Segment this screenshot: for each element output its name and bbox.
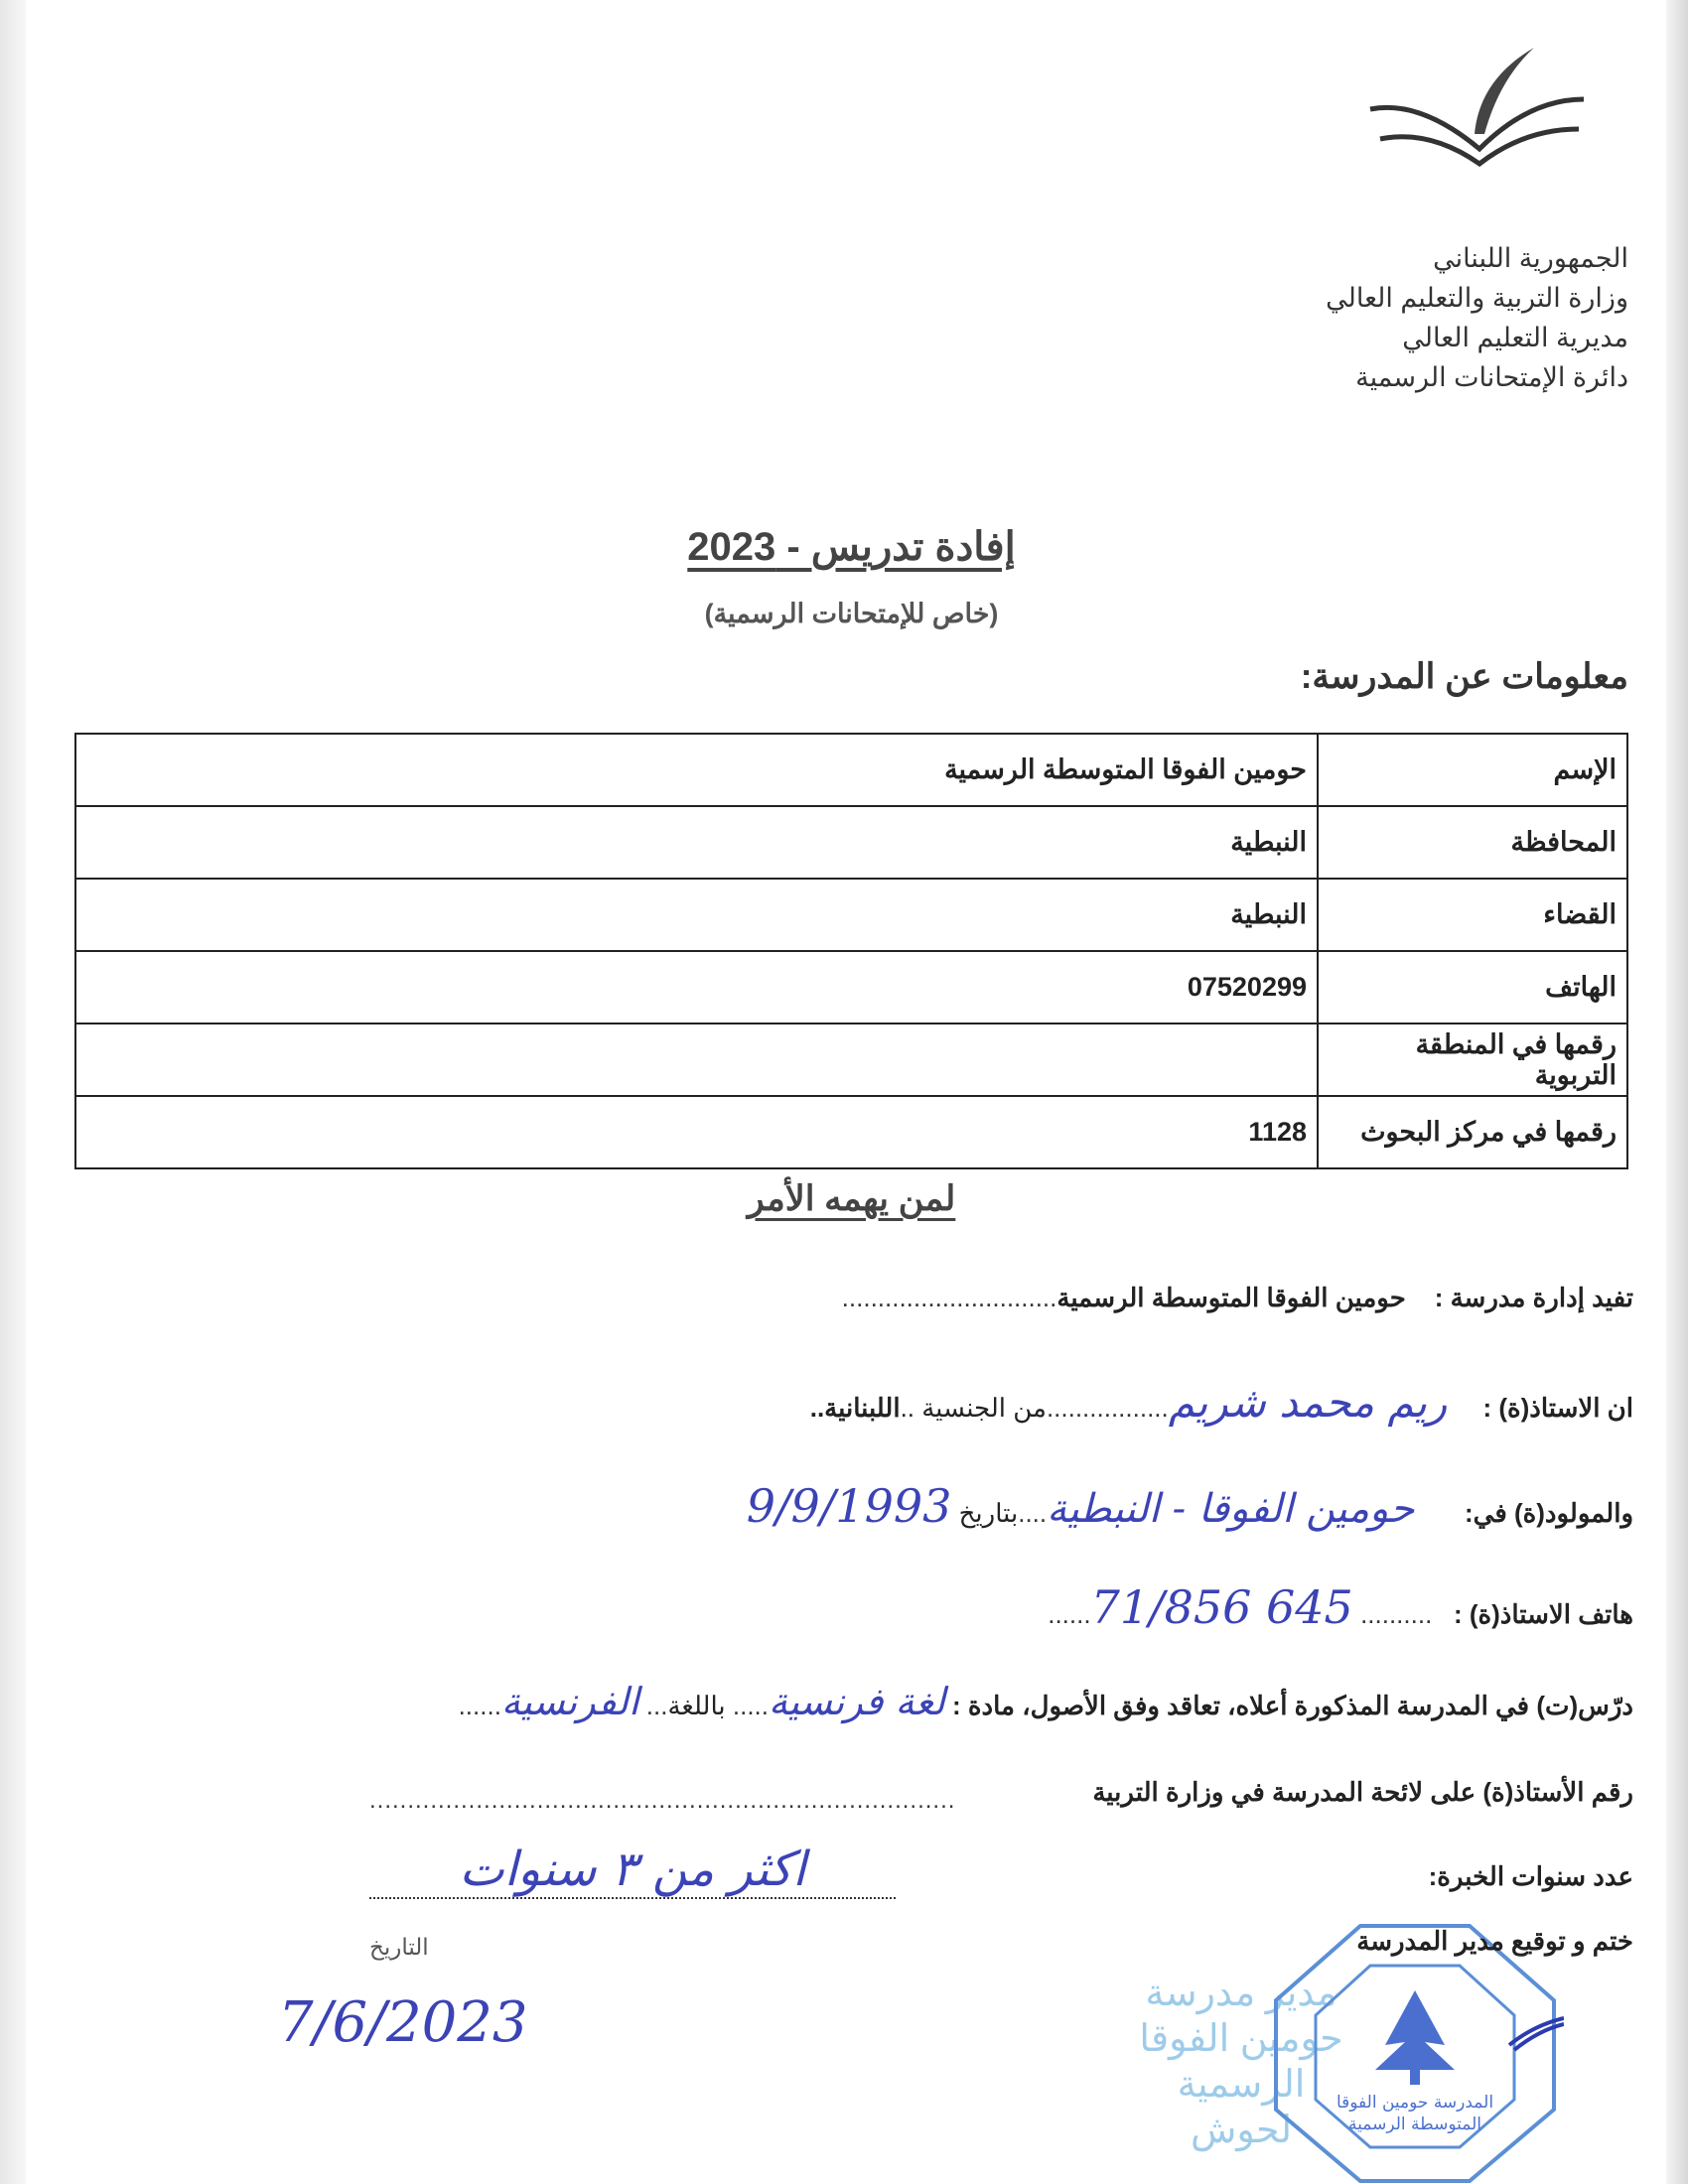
signature-label: ختم و توقيع مدير المدرسة [1356, 1926, 1633, 1956]
teacher-label: ان الاستاذ(ة) : [1482, 1393, 1633, 1423]
school-seal-icon [1266, 1921, 1564, 2184]
table-row [75, 1024, 1627, 1096]
experience-field [369, 1842, 896, 1899]
row-label: رقمها في مركز البحوث [1318, 1096, 1627, 1168]
row-label: القضاء [1318, 879, 1627, 951]
table-row [75, 1096, 1627, 1168]
birthplace-handwritten: حومين الفوقا - النبطية [1047, 1486, 1415, 1532]
table-row [75, 806, 1627, 879]
ministry-number-blank: ............................................................................. [369, 1787, 956, 1814]
table-row [75, 951, 1627, 1024]
header-line: دائرة الإمتحانات الرسمية [1355, 362, 1628, 392]
scan-edge-right [1666, 0, 1688, 2184]
scan-edge-left [0, 0, 26, 2184]
stamp-line: مدير مدرسة [1145, 1973, 1337, 2014]
school-label: تفيد إدارة مدرسة : [1434, 1283, 1633, 1312]
header-line: الجمهورية اللبناني [1433, 243, 1628, 273]
nationality-label: من الجنسية .. [900, 1393, 1047, 1423]
row-label: الإسم [1318, 734, 1627, 806]
ministry-number-label: رقم الأستاذ(ة) على لائحة المدرسة في وزارة التربية [1092, 1777, 1633, 1807]
subject-handwritten: لغة فرنسية [769, 1680, 945, 1723]
ministry-logo-icon [1360, 40, 1594, 179]
to-whom-heading: لمن يهمه الأمر [747, 1179, 956, 1218]
table-row [75, 734, 1627, 806]
date-handwritten: 7/6/2023 [278, 1990, 528, 2055]
taught-label: درّس(ت) في المدرسة المذكورة أعلاه، تعاقد وفق الأصول، مادة : [952, 1691, 1633, 1720]
seal-text: المدرسة حومين الفوقا [1336, 2093, 1494, 2113]
row-value: حومين الفوقا المتوسطة الرسمية [75, 734, 1318, 806]
document-title: إفادة تدريس - 2023 [687, 525, 1016, 569]
row-value: النبطية [75, 879, 1318, 951]
row-value: 1128 [75, 1096, 1318, 1168]
document-subtitle: (خاص للإمتحانات الرسمية) [704, 599, 999, 628]
birthdate-handwritten: 9/9/1993 [746, 1479, 952, 1533]
row-value: النبطية [75, 806, 1318, 879]
taught-line: درّس(ت) في المدرسة المذكورة أعلاه، تعاقد وفق الأصول، مادة : لغة فرنسية..... باللغة... الفرنسية...... [458, 1680, 1633, 1723]
row-value: 07520299 [75, 951, 1318, 1024]
seal-text: المتوسطة الرسمية [1348, 2115, 1481, 2134]
row-label: رقمها في المنطقة التربوية [1318, 1024, 1627, 1096]
date-label: التاريخ [369, 1934, 429, 1960]
experience-handwritten: اكثر من ٣ سنوات [459, 1842, 806, 1897]
phone-label: هاتف الاستاذ(ة) : [1453, 1599, 1633, 1629]
language-handwritten: الفرنسية [500, 1680, 639, 1723]
nationality-value: اللبنانية [824, 1393, 901, 1423]
table-row [75, 879, 1627, 951]
birthdate-label: بتاريخ [958, 1498, 1019, 1528]
teacher-name-handwritten: ريم محمد شريم [1168, 1378, 1448, 1427]
school-info-table [74, 733, 1628, 1169]
birthplace-label: والمولود(ة) في: [1464, 1498, 1633, 1528]
row-label: المحافظة [1318, 806, 1627, 879]
phone-handwritten: 71/856 645 [1090, 1580, 1353, 1634]
section-heading: معلومات عن المدرسة: [1300, 657, 1628, 696]
teacher-line: ان الاستاذ(ة) : ريم محمد شريم.................من الجنسية ..اللبنانية.. [809, 1378, 1633, 1427]
phone-line: هاتف الاستاذ(ة) : .......... 71/856 645...... [1048, 1580, 1633, 1634]
experience-label: عدد سنوات الخبرة: [1428, 1861, 1633, 1891]
school-line: تفيد إدارة مدرسة : حومين الفوقا المتوسطة الرسمية.............................. [841, 1283, 1633, 1312]
birth-line: والمولود(ة) في: حومين الفوقا - النبطية....بتاريخ 9/9/1993 [746, 1479, 1633, 1533]
header-line: مديرية التعليم العالي [1402, 323, 1628, 352]
stamp-line: حومين الفوقا الرسمية [1139, 2018, 1343, 2106]
school-value: حومين الفوقا المتوسطة الرسمية [1056, 1283, 1406, 1312]
header-line: وزارة التربية والتعليم العالي [1326, 283, 1628, 313]
language-label: باللغة [667, 1691, 726, 1720]
ministry-header [1326, 238, 1628, 397]
row-value [75, 1024, 1318, 1096]
stamp-line: لحوش [1190, 2110, 1293, 2151]
row-label: الهاتف [1318, 951, 1627, 1024]
